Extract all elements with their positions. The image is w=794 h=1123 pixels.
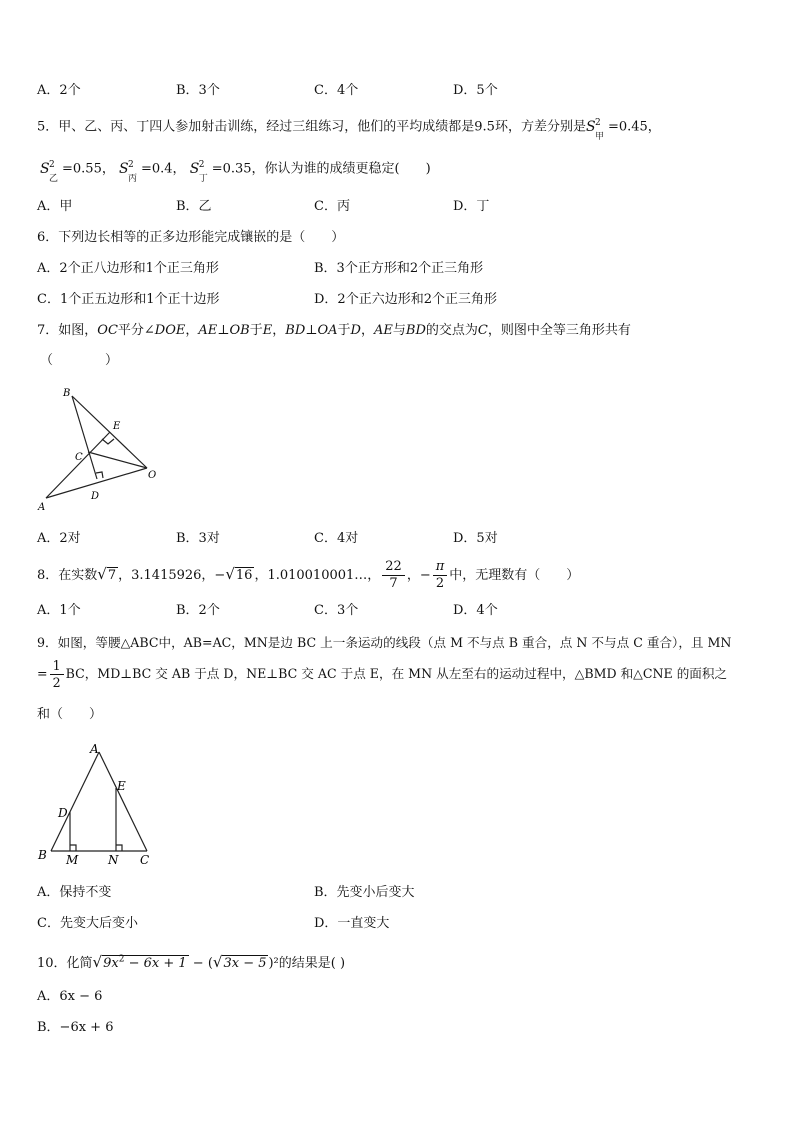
q7-paren: （ ）: [40, 353, 119, 368]
q8-option-d: D．4个: [453, 603, 498, 618]
q5-option-d: D．丁: [453, 199, 490, 214]
q6-option-d: D．2个正六边形和2个正三角形: [314, 292, 497, 307]
side-AB: [51, 752, 99, 851]
q9-option-d: D．一直变大: [314, 916, 390, 931]
q6-stem: 6．下列边长相等的正多边形能完成镶嵌的是（ ）: [37, 230, 345, 245]
right-angle-mark-E: [102, 439, 114, 444]
variance-symbol-bing: S 2 丙: [118, 160, 137, 184]
q4-option-d: D．5个: [453, 83, 498, 98]
point-D-label: D: [58, 806, 68, 820]
q7-figure: [30, 382, 165, 514]
variance-symbol-jia: S 2 甲: [585, 118, 604, 142]
q5-stem-text: 5．甲、乙、丙、丁四人参加射击训练，经过三组练习，他们的平均成绩都是9.5环，方差分别是: [37, 119, 586, 135]
q7-option-a: A．2对: [37, 531, 81, 546]
point-A-label: A: [90, 742, 99, 756]
q9-option-a: A．保持不变: [37, 885, 112, 900]
point-E-label: E: [113, 421, 121, 432]
q5-option-b: B．乙: [176, 199, 212, 214]
q4-option-a: A．2个: [37, 83, 81, 98]
q6-option-a: A．2个正八边形和1个正三角形: [37, 261, 219, 276]
q9-stem-line3: 和（ ）: [37, 707, 103, 722]
q9-stem-line2: = $\frac{1}{2}$ BC，MD⊥BC 交 AB 于点 D，NE⊥BC 交 AC 于点 E，在 MN 从左至右的运动过程中，△BMD 和△CNE 的面积之: [37, 658, 728, 690]
variance-bing-value: =0.4，: [140, 161, 186, 177]
q10-radicand-2: 3x − 5: [223, 956, 267, 971]
q8-option-c: C．3个: [314, 603, 359, 618]
q5-question: 你认为谁的成绩更稳定( ): [264, 161, 431, 177]
q5-option-a: A．甲: [37, 199, 73, 214]
fraction-pi-2: $\frac{\pi}{2}$: [433, 559, 448, 592]
variance-yi-value: =0.55，: [62, 161, 115, 177]
q5-stem-line1: [37, 116, 661, 142]
variance-symbol-ding: S 2 丁: [189, 160, 208, 184]
q4-option-c: C．4个: [314, 83, 359, 98]
q9-option-c: C．先变大后变小: [37, 916, 138, 931]
point-C-label: C: [75, 452, 83, 463]
q6-option-b: B．3个正方形和2个正三角形: [314, 261, 484, 276]
q9-option-b: B．先变小后变大: [314, 885, 415, 900]
point-D-label: D: [91, 491, 100, 502]
point-E-label: E: [117, 779, 126, 793]
q5-stem-line2: [40, 158, 431, 184]
point-B-label: B: [38, 848, 47, 862]
right-angle-mark-N: [116, 845, 122, 851]
variance-ding-value: =0.35，: [211, 161, 265, 177]
variance-symbol-yi: S 2 乙: [40, 160, 59, 184]
q7-option-d: D．5对: [453, 531, 498, 546]
variance-jia-value: =0.45，: [607, 119, 661, 135]
q10-stem: 10．化简$√9x^2 - 6x + 1 - (√3x - 5$ )²的结果是( ): [37, 953, 346, 971]
right-angle-mark-M: [70, 845, 76, 851]
q7-stem: 7．如图，OC平分∠DOE，AE⊥OB于E，BD⊥OA于D，AE与BD的交点为C，则图中全等三角形共有: [37, 323, 631, 338]
point-O-label: O: [148, 470, 157, 481]
q10-option-a: A．6x − 6: [37, 989, 103, 1004]
fraction-22-7: $\frac{22}{7}$: [382, 559, 405, 592]
q9-figure: [34, 738, 159, 868]
q8-option-a: A．1个: [37, 603, 81, 618]
side-AC: [99, 752, 147, 851]
fraction-half: $\frac{1}{2}$: [50, 658, 64, 691]
point-B-label: B: [63, 388, 71, 399]
point-M-label: M: [66, 853, 79, 867]
point-A-label: A: [38, 502, 46, 513]
q7-option-b: B．3对: [176, 531, 220, 546]
q5-option-c: C．丙: [314, 199, 350, 214]
q7-option-c: C．4对: [314, 531, 359, 546]
q10-option-b: B．−6x + 6: [37, 1020, 114, 1035]
point-N-label: N: [108, 853, 119, 867]
q9-stem-line1: 9．如图，等腰△ABC中，AB=AC，MN是边 BC 上一条运动的线段（点 M 不与点 B 重合，点 N 不与点 C 重合），且 MN: [37, 635, 732, 650]
q4-option-b: B．3个: [176, 83, 220, 98]
q6-option-c: C．1个正五边形和1个正十边形: [37, 292, 220, 307]
q8-stem: 8．在实数√7 ，3.1415926，−√16 ，1.010010001…， $\frac{22}{7}$ ，− $\frac{\pi}{2}$ 中，无理数有（ ）: [37, 559, 580, 591]
point-C-label: C: [140, 853, 150, 867]
q10-radicand-1: $9x^2 - 6x + 1$: [103, 954, 187, 971]
q8-option-b: B．2个: [176, 603, 220, 618]
